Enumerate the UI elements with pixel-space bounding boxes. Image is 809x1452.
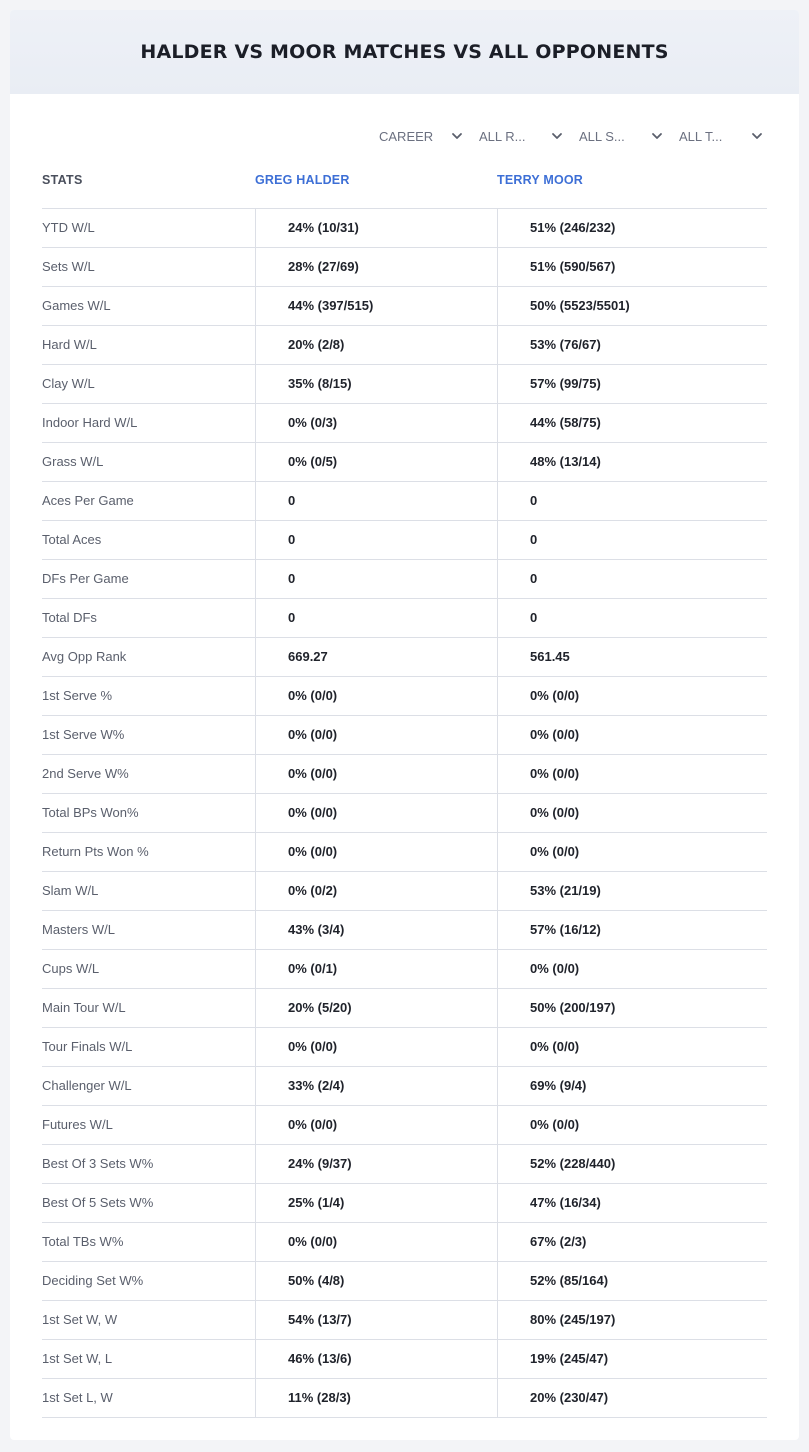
table-row: [42, 1223, 767, 1262]
player2-link[interactable]: TERRY MOOR: [497, 173, 584, 187]
player2-stat-value: 50% (200/197): [497, 989, 767, 1027]
player2-stat-value: 57% (16/12): [497, 911, 767, 949]
player1-stat-value: 0% (0/2): [255, 872, 497, 910]
player1-stat-value: 20% (2/8): [255, 326, 497, 364]
table-row: [42, 560, 767, 599]
player2-stat-value: 52% (85/164): [497, 1262, 767, 1300]
table-row: [42, 209, 767, 248]
player2-stat-value: 0% (0/0): [497, 1028, 767, 1066]
stat-label: Total TBs W%: [42, 1234, 124, 1249]
player2-stat-value: 52% (228/440): [497, 1145, 767, 1183]
player1-stat-value: 0: [255, 560, 497, 598]
player1-stat-value: 0: [255, 599, 497, 637]
player1-stat-value: 35% (8/15): [255, 365, 497, 403]
player1-stat-value: 0% (0/3): [255, 404, 497, 442]
player1-stat-value: 33% (2/4): [255, 1067, 497, 1105]
stat-label: Main Tour W/L: [42, 1000, 126, 1015]
stat-label: Total Aces: [42, 532, 102, 547]
page-header: [10, 10, 799, 94]
filter-period-select[interactable]: [367, 124, 467, 148]
player2-stat-value: 0% (0/0): [497, 833, 767, 871]
player1-stat-value: 24% (10/31): [255, 209, 497, 247]
stat-label: Sets W/L: [42, 259, 95, 274]
player2-stat-value: 561.45: [497, 638, 767, 676]
table-row: [42, 1379, 767, 1418]
table-row: [42, 794, 767, 833]
player1-stat-value: 20% (5/20): [255, 989, 497, 1027]
player2-stat-value: 80% (245/197): [497, 1301, 767, 1339]
filter-surface-label: ALL S...: [579, 128, 625, 144]
stat-label: Clay W/L: [42, 376, 95, 391]
player2-stat-value: 0% (0/0): [497, 1106, 767, 1144]
table-row: [42, 1301, 767, 1340]
player1-stat-value: 11% (28/3): [255, 1379, 497, 1417]
stat-label: Grass W/L: [42, 454, 104, 469]
table-row: [42, 716, 767, 755]
stat-label: DFs Per Game: [42, 571, 129, 586]
player1-stat-value: 25% (1/4): [255, 1184, 497, 1222]
table-row: [42, 287, 767, 326]
player1-stat-value: 54% (13/7): [255, 1301, 497, 1339]
chevron-down-icon: [751, 130, 763, 142]
player1-stat-value: 0% (0/5): [255, 443, 497, 481]
player2-stat-value: 69% (9/4): [497, 1067, 767, 1105]
stat-label: Slam W/L: [42, 883, 99, 898]
player2-stat-value: 0% (0/0): [497, 716, 767, 754]
table-row: [42, 248, 767, 287]
player1-stat-value: 0% (0/0): [255, 833, 497, 871]
player1-stat-value: 46% (13/6): [255, 1340, 497, 1378]
player2-stat-value: 0% (0/0): [497, 794, 767, 832]
stat-label: Aces Per Game: [42, 493, 134, 508]
player2-stat-value: 0: [497, 482, 767, 520]
player2-stat-value: 0% (0/0): [497, 677, 767, 715]
table-row: [42, 989, 767, 1028]
stat-label: Hard W/L: [42, 337, 97, 352]
stat-label: 1st Set L, W: [42, 1390, 113, 1405]
stat-label: 1st Serve W%: [42, 727, 125, 742]
table-row: [42, 599, 767, 638]
player2-stat-value: 53% (21/19): [497, 872, 767, 910]
filter-round-select[interactable]: [467, 124, 567, 148]
stats-column-header: STATS: [42, 173, 83, 187]
column-headers: [42, 170, 767, 208]
player2-stat-value: 44% (58/75): [497, 404, 767, 442]
player1-stat-value: 0% (0/1): [255, 950, 497, 988]
player2-stat-value: 47% (16/34): [497, 1184, 767, 1222]
table-row: [42, 326, 767, 365]
stat-label: Cups W/L: [42, 961, 100, 976]
stat-label: Masters W/L: [42, 922, 115, 937]
table-row: [42, 911, 767, 950]
stat-label: Total BPs Won%: [42, 805, 139, 820]
chevron-down-icon: [451, 130, 463, 142]
stat-label: YTD W/L: [42, 220, 95, 235]
stat-label: 2nd Serve W%: [42, 766, 129, 781]
stat-label: Best Of 5 Sets W%: [42, 1195, 154, 1210]
stat-label: Deciding Set W%: [42, 1273, 144, 1288]
player1-stat-value: 0% (0/0): [255, 1106, 497, 1144]
player2-stat-value: 51% (246/232): [497, 209, 767, 247]
player1-stat-value: 0% (0/0): [255, 1028, 497, 1066]
player1-link[interactable]: GREG HALDER: [255, 173, 350, 187]
stat-label: Return Pts Won %: [42, 844, 149, 859]
stat-label: Challenger W/L: [42, 1078, 132, 1093]
player2-stat-value: 0% (0/0): [497, 755, 767, 793]
stat-label: Futures W/L: [42, 1117, 113, 1132]
player1-stat-value: 0: [255, 521, 497, 559]
player2-stat-value: 0: [497, 599, 767, 637]
stat-label: 1st Serve %: [42, 688, 113, 703]
filter-round-label: ALL R...: [479, 128, 526, 144]
stat-label: Games W/L: [42, 298, 111, 313]
table-row: [42, 833, 767, 872]
table-row: [42, 1067, 767, 1106]
table-row: [42, 755, 767, 794]
table-row: [42, 1106, 767, 1145]
player1-stat-value: 669.27: [255, 638, 497, 676]
stat-label: Tour Finals W/L: [42, 1039, 133, 1054]
player1-stat-value: 50% (4/8): [255, 1262, 497, 1300]
table-row: [42, 404, 767, 443]
stat-label: 1st Set W, W: [42, 1312, 118, 1327]
filter-tournament-label: ALL T...: [679, 128, 723, 144]
stats-table: [42, 208, 767, 1418]
player1-stat-value: 0% (0/0): [255, 716, 497, 754]
player2-stat-value: 51% (590/567): [497, 248, 767, 286]
player2-stat-value: 48% (13/14): [497, 443, 767, 481]
player1-stat-value: 43% (3/4): [255, 911, 497, 949]
player2-stat-value: 20% (230/47): [497, 1379, 767, 1417]
table-row: [42, 1184, 767, 1223]
stat-label: Total DFs: [42, 610, 97, 625]
player2-stat-value: 0: [497, 521, 767, 559]
table-row: [42, 443, 767, 482]
player2-stat-value: 53% (76/67): [497, 326, 767, 364]
player2-stat-value: 0: [497, 560, 767, 598]
table-row: [42, 1145, 767, 1184]
player1-stat-value: 24% (9/37): [255, 1145, 497, 1183]
page-title: HALDER VS MOOR MATCHES VS ALL OPPONENTS: [140, 41, 669, 63]
player2-stat-value: 19% (245/47): [497, 1340, 767, 1378]
stat-label: Best Of 3 Sets W%: [42, 1156, 154, 1171]
table-row: [42, 521, 767, 560]
player2-stat-value: 57% (99/75): [497, 365, 767, 403]
table-row: [42, 1262, 767, 1301]
comparison-card: [10, 10, 799, 1440]
filter-bar: [367, 124, 767, 148]
table-row: [42, 1028, 767, 1067]
table-row: [42, 677, 767, 716]
stat-label: 1st Set W, L: [42, 1351, 113, 1366]
player1-stat-value: 28% (27/69): [255, 248, 497, 286]
stat-label: Indoor Hard W/L: [42, 415, 138, 430]
chevron-down-icon: [551, 130, 563, 142]
stat-label: Avg Opp Rank: [42, 649, 127, 664]
player1-stat-value: 0: [255, 482, 497, 520]
player1-stat-value: 0% (0/0): [255, 755, 497, 793]
filter-surface-select[interactable]: [567, 124, 667, 148]
player2-stat-value: 0% (0/0): [497, 950, 767, 988]
player2-stat-value: 67% (2/3): [497, 1223, 767, 1261]
player1-stat-value: 0% (0/0): [255, 677, 497, 715]
player1-stat-value: 44% (397/515): [255, 287, 497, 325]
filter-tournament-select[interactable]: [667, 124, 767, 148]
filter-period-label: CAREER: [379, 128, 434, 144]
player2-stat-value: 50% (5523/5501): [497, 287, 767, 325]
table-row: [42, 482, 767, 521]
table-row: [42, 638, 767, 677]
player1-stat-value: 0% (0/0): [255, 794, 497, 832]
table-row: [42, 950, 767, 989]
table-row: [42, 365, 767, 404]
player1-stat-value: 0% (0/0): [255, 1223, 497, 1261]
table-row: [42, 1340, 767, 1379]
table-row: [42, 872, 767, 911]
chevron-down-icon: [651, 130, 663, 142]
